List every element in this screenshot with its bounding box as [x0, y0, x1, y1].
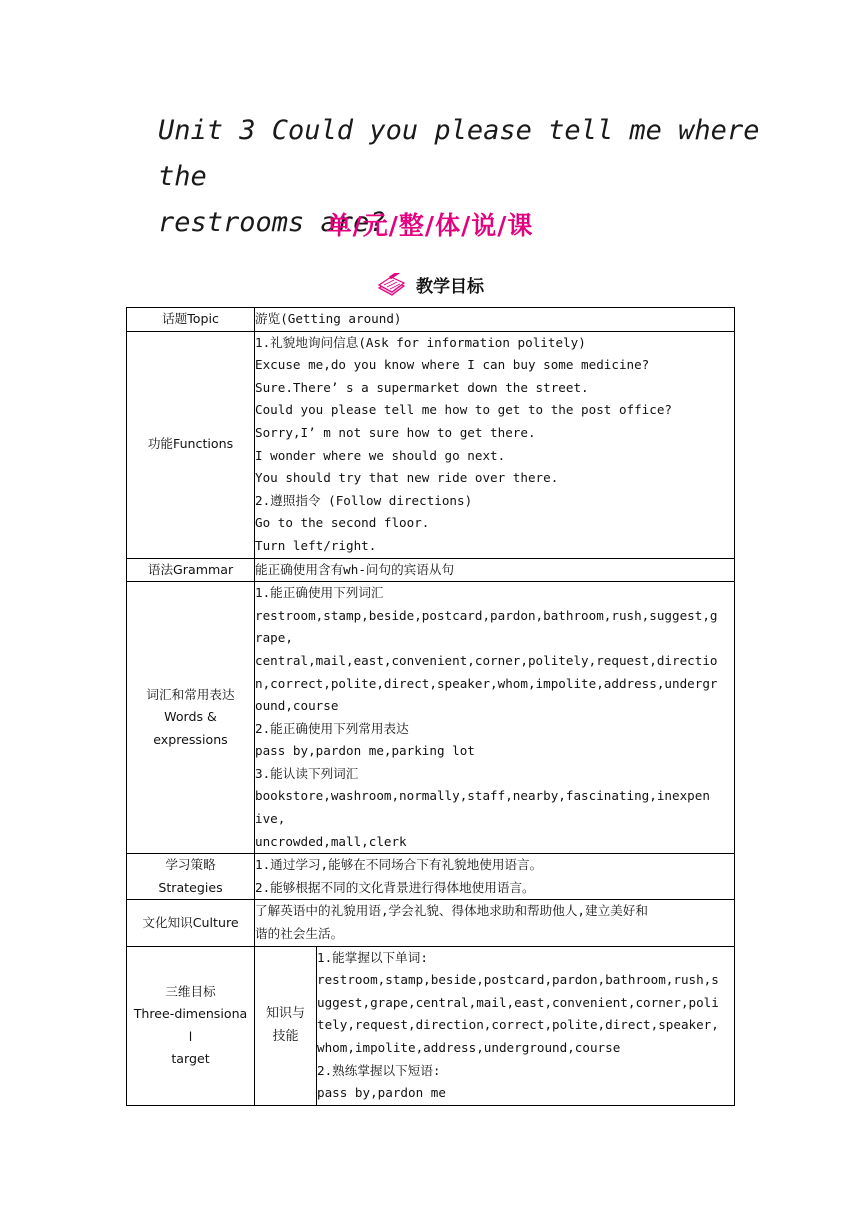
functions-line: You should try that new ride over there. [255, 470, 559, 486]
table-row-grammar [127, 558, 735, 582]
target-line: whom,impolite,address,underground,course [317, 1040, 621, 1055]
strategies-line: 2.能够根据不同的文化背景进行得体地使用语言。 [255, 879, 535, 895]
row-content-vocabulary [255, 582, 735, 854]
teaching-objectives-heading [0, 272, 860, 302]
functions-line: Go to the second floor. [255, 515, 430, 531]
row-content-grammar: 能正确使用含有wh-问句的宾语从句 [255, 558, 735, 582]
vocabulary-line: 2.能正确使用下列常用表达 [255, 720, 409, 736]
unit-title-line-2: restrooms are? [158, 207, 386, 238]
target-line: 2.熟练掌握以下短语: [317, 1062, 441, 1078]
functions-line: Could you please tell me how to get to the post office? [255, 402, 673, 418]
vocabulary-line: ive, [255, 811, 286, 827]
functions-line: I wonder where we should go next. [255, 447, 506, 463]
functions-line: Sure.There’ s a supermarket down the street. [255, 379, 589, 395]
target-line: 1.能掌握以下单词: [317, 949, 428, 965]
table-row-vocabulary [127, 582, 735, 854]
teaching-objectives-label: 教学目标 [415, 277, 484, 297]
row-content-strategies [255, 854, 735, 900]
row-subheader-knowledge-skills [255, 946, 317, 1105]
objectives-table [126, 307, 735, 1106]
vocabulary-line: bookstore,washroom,normally,staff,nearby,fascinating,inexpen [255, 788, 710, 804]
strategies-header-line: Strategies [158, 879, 223, 895]
functions-line: Sorry,I’ m not sure how to get there. [255, 424, 536, 440]
target-line: restroom,stamp,beside,postcard,pardon,bathroom,rush,s [317, 972, 719, 988]
vocabulary-header-line: 词汇和常用表达 [146, 686, 235, 702]
target-line: pass by,pardon me [317, 1085, 446, 1101]
target-header-line: l [188, 1028, 193, 1044]
vocabulary-line: central,mail,east,convenient,corner,politely,request,directio [255, 652, 718, 668]
row-content-functions [255, 331, 735, 558]
strategies-line: 1.通过学习,能够在不同场合下有礼貌地使用语言。 [255, 857, 543, 873]
vocabulary-line: restroom,stamp,beside,postcard,pardon,bathroom,rush,suggest,g [255, 607, 718, 623]
functions-line: 2.遵照指令 (Follow directions) [255, 492, 473, 508]
pencil-notebook-icon [376, 273, 406, 302]
vocabulary-line: pass by,pardon me,parking lot [255, 743, 475, 759]
target-header-line: 三维目标 [165, 983, 216, 999]
target-line: tely,request,direction,correct,polite,direct,speaker, [317, 1017, 719, 1033]
row-header-culture: 文化知识Culture [127, 900, 255, 946]
row-header-vocabulary [127, 582, 255, 854]
vocabulary-line: ound,course [255, 698, 339, 714]
culture-line: 了解英语中的礼貌用语,学会礼貌、得体地求助和帮助他人,建立美好和 [255, 903, 648, 919]
functions-line: Excuse me,do you know where I can buy some medicine? [255, 357, 650, 373]
unit-title-line-1: Unit 3 Could you please tell me where the [158, 115, 760, 192]
row-header-functions: 功能Functions [127, 331, 255, 558]
table-row-strategies [127, 854, 735, 900]
target-header-line: target [171, 1051, 210, 1067]
table-row-functions [127, 331, 735, 558]
vocabulary-line: rape, [255, 630, 293, 646]
knowledge-skills-line: 知识与 [265, 1006, 305, 1022]
row-content-culture [255, 900, 735, 946]
vocabulary-header-line: expressions [153, 731, 228, 747]
row-content-topic: 游览(Getting around) [255, 308, 735, 332]
vocabulary-header-line: Words & [164, 709, 217, 725]
row-header-topic: 话题Topic [127, 308, 255, 332]
target-line: uggest,grape,central,mail,east,convenient,corner,poli [317, 994, 719, 1010]
table-row-target [127, 946, 735, 1105]
row-content-target [317, 946, 735, 1105]
culture-line: 谐的社会生活。 [255, 926, 344, 942]
strategies-header-line: 学习策略 [165, 857, 216, 873]
target-header-line: Three-dimensiona [133, 1006, 248, 1022]
vocabulary-line: 3.能认读下列词汇 [255, 765, 359, 781]
row-header-strategies [127, 854, 255, 900]
knowledge-skills-line: 技能 [272, 1028, 299, 1044]
section-banner: 单/元/整/体/说/课 [326, 211, 534, 240]
vocabulary-line: uncrowded,mall,clerk [255, 833, 407, 849]
table-row-topic [127, 308, 735, 332]
table-row-culture [127, 900, 735, 946]
functions-line: 1.礼貌地询问信息(Ask for information politely) [255, 334, 586, 350]
vocabulary-line: n,correct,polite,direct,speaker,whom,impolite,address,undergr [255, 675, 718, 691]
vocabulary-line: 1.能正确使用下列词汇 [255, 585, 384, 601]
row-header-grammar: 语法Grammar [127, 558, 255, 582]
functions-line: Turn left/right. [255, 537, 377, 553]
row-header-target [127, 946, 255, 1105]
